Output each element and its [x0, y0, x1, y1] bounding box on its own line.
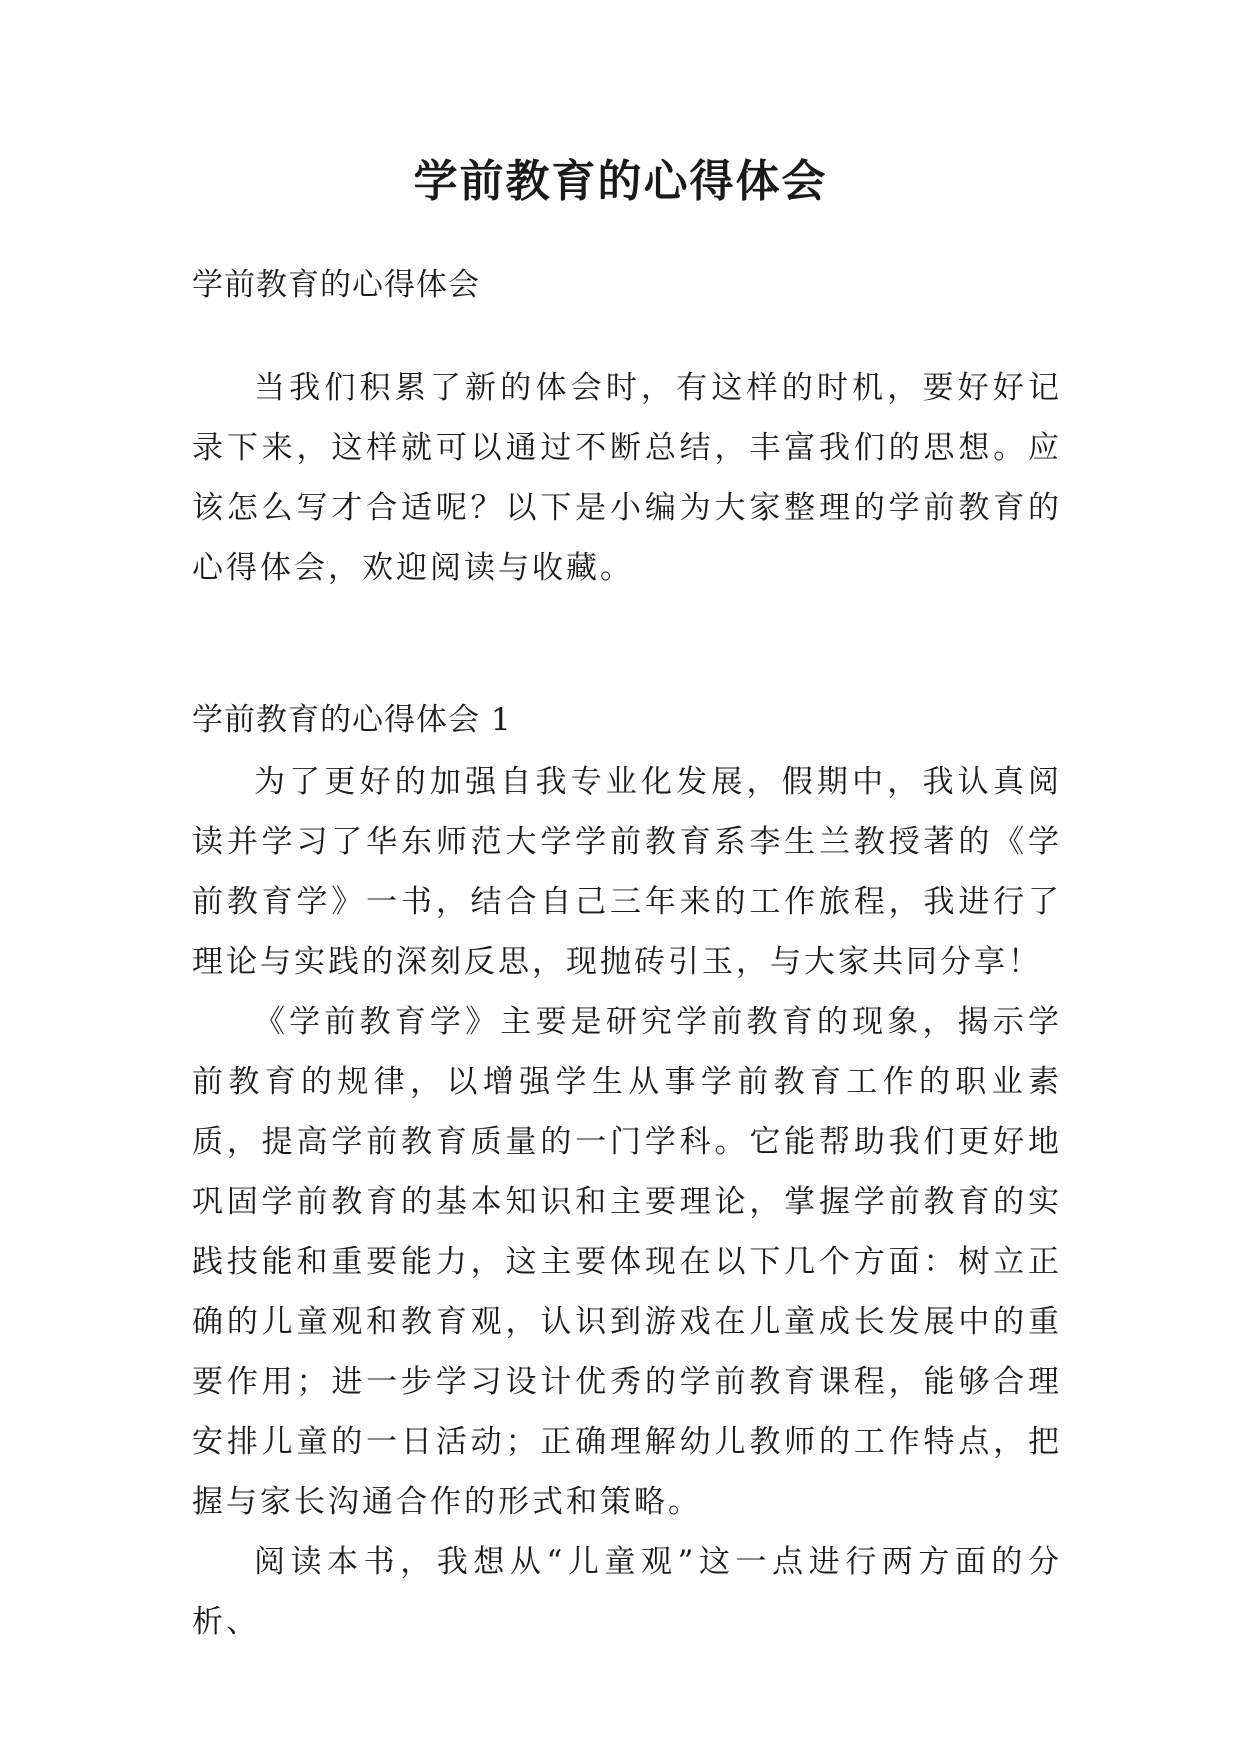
intro-paragraph: 当我们积累了新的体会时，有这样的时机，要好好记录下来，这样就可以通过不断总结，丰富我们的思想。应该怎么写才合适呢？以下是小编为大家整理的学前教育的心得体会，欢迎阅读与收藏。	[192, 370, 1062, 586]
body-paragraph-3: 阅读本书，我想从“儿童观”这一点进行两方面的分析、	[192, 1544, 1062, 1640]
section-heading: 学前教育的心得体会 1	[192, 702, 512, 738]
document-subtitle: 学前教育的心得体会	[192, 267, 480, 303]
document-title: 学前教育的心得体会	[413, 156, 828, 207]
body-paragraph-2: 《学前教育学》主要是研究学前教育的现象，揭示学前教育的规律，以增强学生从事学前教育工作的职业素质，提高学前教育质量的一门学科。它能帮助我们更好地巩固学前教育的基本知识和主要理论，掌握学前教育的实践技能和重要能力，这主要体现在以下几个方面：树立正确的儿童观和教育观，认识到游戏在儿童成长发展中的重要作用；进一步学习设计优秀的学前教育课程，能够合理安排儿童的一日活动；正确理解幼儿教师的工作特点，把握与家长沟通合作的形式和策略。	[192, 1004, 1062, 1520]
body-paragraph-1: 为了更好的加强自我专业化发展，假期中，我认真阅读并学习了华东师范大学学前教育系李生兰教授著的《学前教育学》一书，结合自己三年来的工作旅程，我进行了理论与实践的深刻反思，现抛砖引玉，与大家共同分享！	[192, 764, 1062, 980]
